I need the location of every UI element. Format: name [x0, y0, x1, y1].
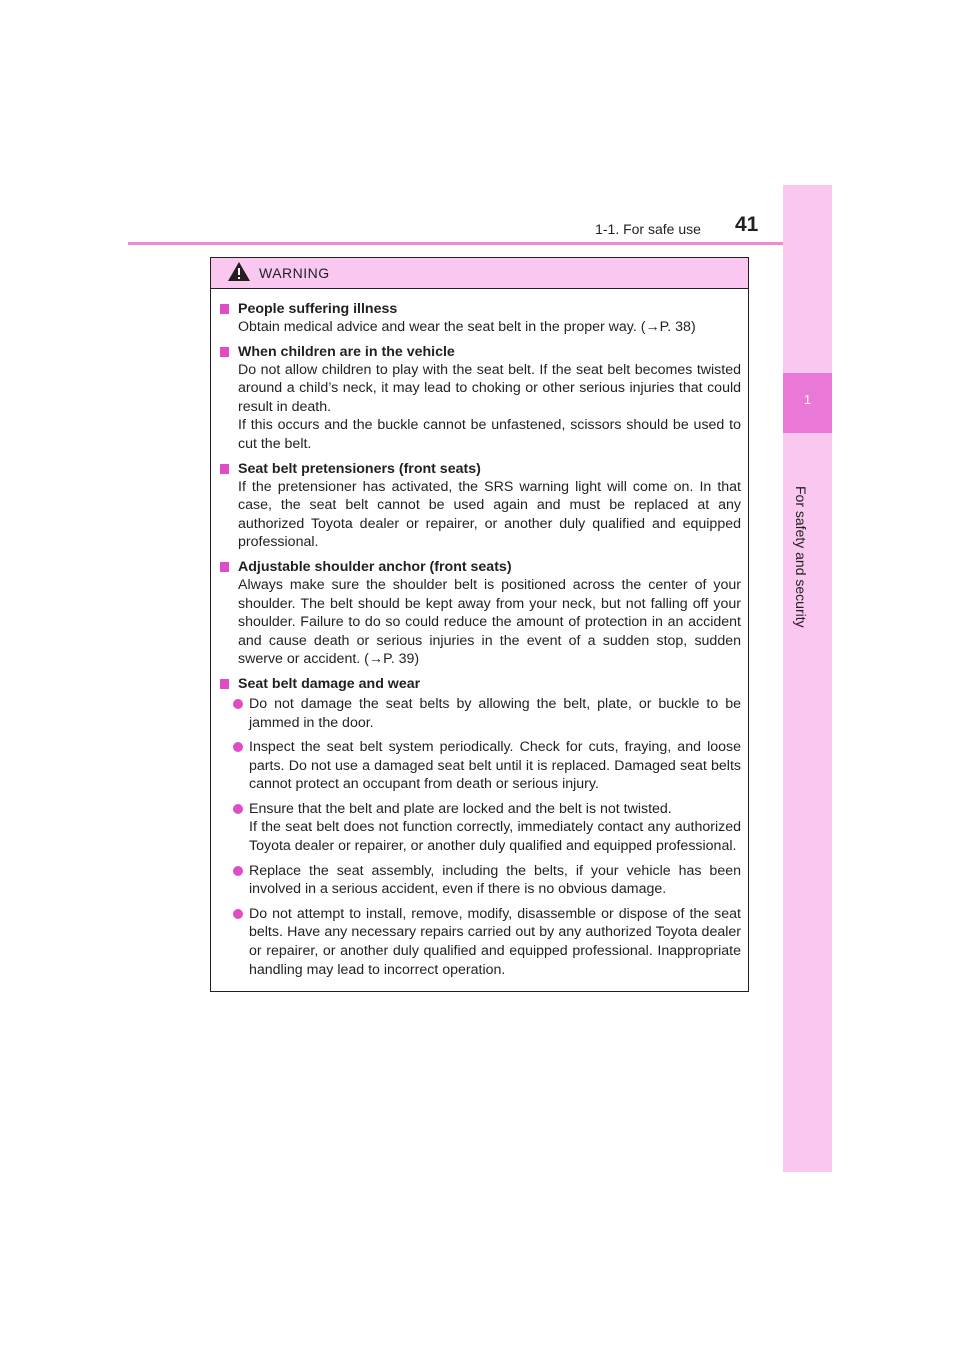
chapter-name: For safety and security [793, 486, 809, 628]
list-item [218, 800, 741, 856]
circle-bullet-icon [233, 909, 243, 919]
list-item-text: Do not attempt to install, remove, modify, disassemble or dispose of the seat belts. Have any necessary repairs carried out by any authorized Toyota dealer or repairer, or another duly qualified and equipped professional. Inappropriate handling may lead to incorrect operation. [249, 905, 741, 978]
item-heading-text: Adjustable shoulder anchor (front seats) [238, 558, 512, 575]
item-heading [218, 300, 741, 318]
item-heading-text: Seat belt pretensioners (front seats) [238, 460, 481, 477]
list-item-text: Inspect the seat belt system periodically. Check for cuts, fraying, and loose parts. Do not use a damaged seat belt until it is replaced. Damaged seat belts cannot protect an occupant from death or serious injury. [249, 739, 741, 793]
chapter-number: 1 [803, 392, 812, 407]
list-item [218, 738, 741, 794]
item-heading [218, 343, 741, 361]
square-bullet-icon [220, 679, 229, 689]
list-item-text: Do not damage the seat belts by allowing the belt, plate, or buckle to be jammed in the door. [249, 695, 741, 731]
item-text [218, 361, 741, 454]
square-bullet-icon [220, 347, 229, 357]
warning-triangle-icon [228, 262, 250, 281]
list-item [218, 862, 741, 899]
header-rule [128, 242, 832, 245]
section-title: 1-1. For safe use [595, 221, 701, 237]
item-heading-text: People suffering illness [238, 301, 398, 317]
list-item-text: Replace the seat assembly, including the belts, if your vehicle has been involved in a serious accident, even if there is no obvious damage. [249, 862, 741, 898]
page-number: 41 [735, 213, 759, 236]
item-text: Always make sure the shoulder belt is positioned across the center of your shoulder. The belt should be kept away from your neck, but not falling off your shoulder. Failure to do so could reduce the amount of protection in an accident and cause death or serious injuries in the event of a sudden stop, sudden swerve or accident. (→P. 39) [238, 576, 741, 668]
warning-box [210, 257, 749, 992]
circle-bullet-icon [233, 699, 243, 709]
item-heading-text: When children are in the vehicle [238, 343, 455, 360]
item-text: If the pretensioner has activated, the SRS warning light will come on. In that case, the seat belt cannot be used again and must be replaced at any authorized Toyota dealer or repairer, or another duly qualified and equipped professional. [238, 478, 741, 551]
item-heading [218, 675, 741, 693]
warning-header [211, 258, 748, 289]
item-paragraph: Do not allow children to play with the seat belt. If the seat belt becomes twisted around a child’s neck, it may lead to choking or other serious injuries that could result in death. [238, 361, 741, 415]
circle-bullet-icon [233, 804, 243, 814]
item-heading [218, 460, 741, 478]
square-bullet-icon [220, 304, 229, 314]
item-heading-text: Seat belt damage and wear [238, 675, 421, 692]
warning-title: WARNING [259, 265, 330, 281]
item-heading [218, 558, 741, 576]
chapter-side-tab [783, 185, 832, 1172]
list-item [218, 695, 741, 732]
circle-bullet-icon [233, 866, 243, 876]
circle-bullet-icon [233, 742, 243, 752]
item-paragraph: If this occurs and the buckle cannot be unfastened, scissors should be used to cut the belt. [238, 417, 741, 452]
list-item [218, 905, 741, 979]
warning-body [211, 289, 748, 979]
item-text: Obtain medical advice and wear the seat belt in the proper way. (→P. 38) [238, 319, 696, 335]
list-item-text: Ensure that the belt and plate are locked and the belt is not twisted. [249, 800, 672, 817]
square-bullet-icon [220, 562, 229, 572]
list-item-text: If the seat belt does not function correctly, immediately contact any authorized Toyota dealer or repairer, or another duly qualified and equipped professional. [249, 819, 741, 855]
square-bullet-icon [220, 464, 229, 474]
